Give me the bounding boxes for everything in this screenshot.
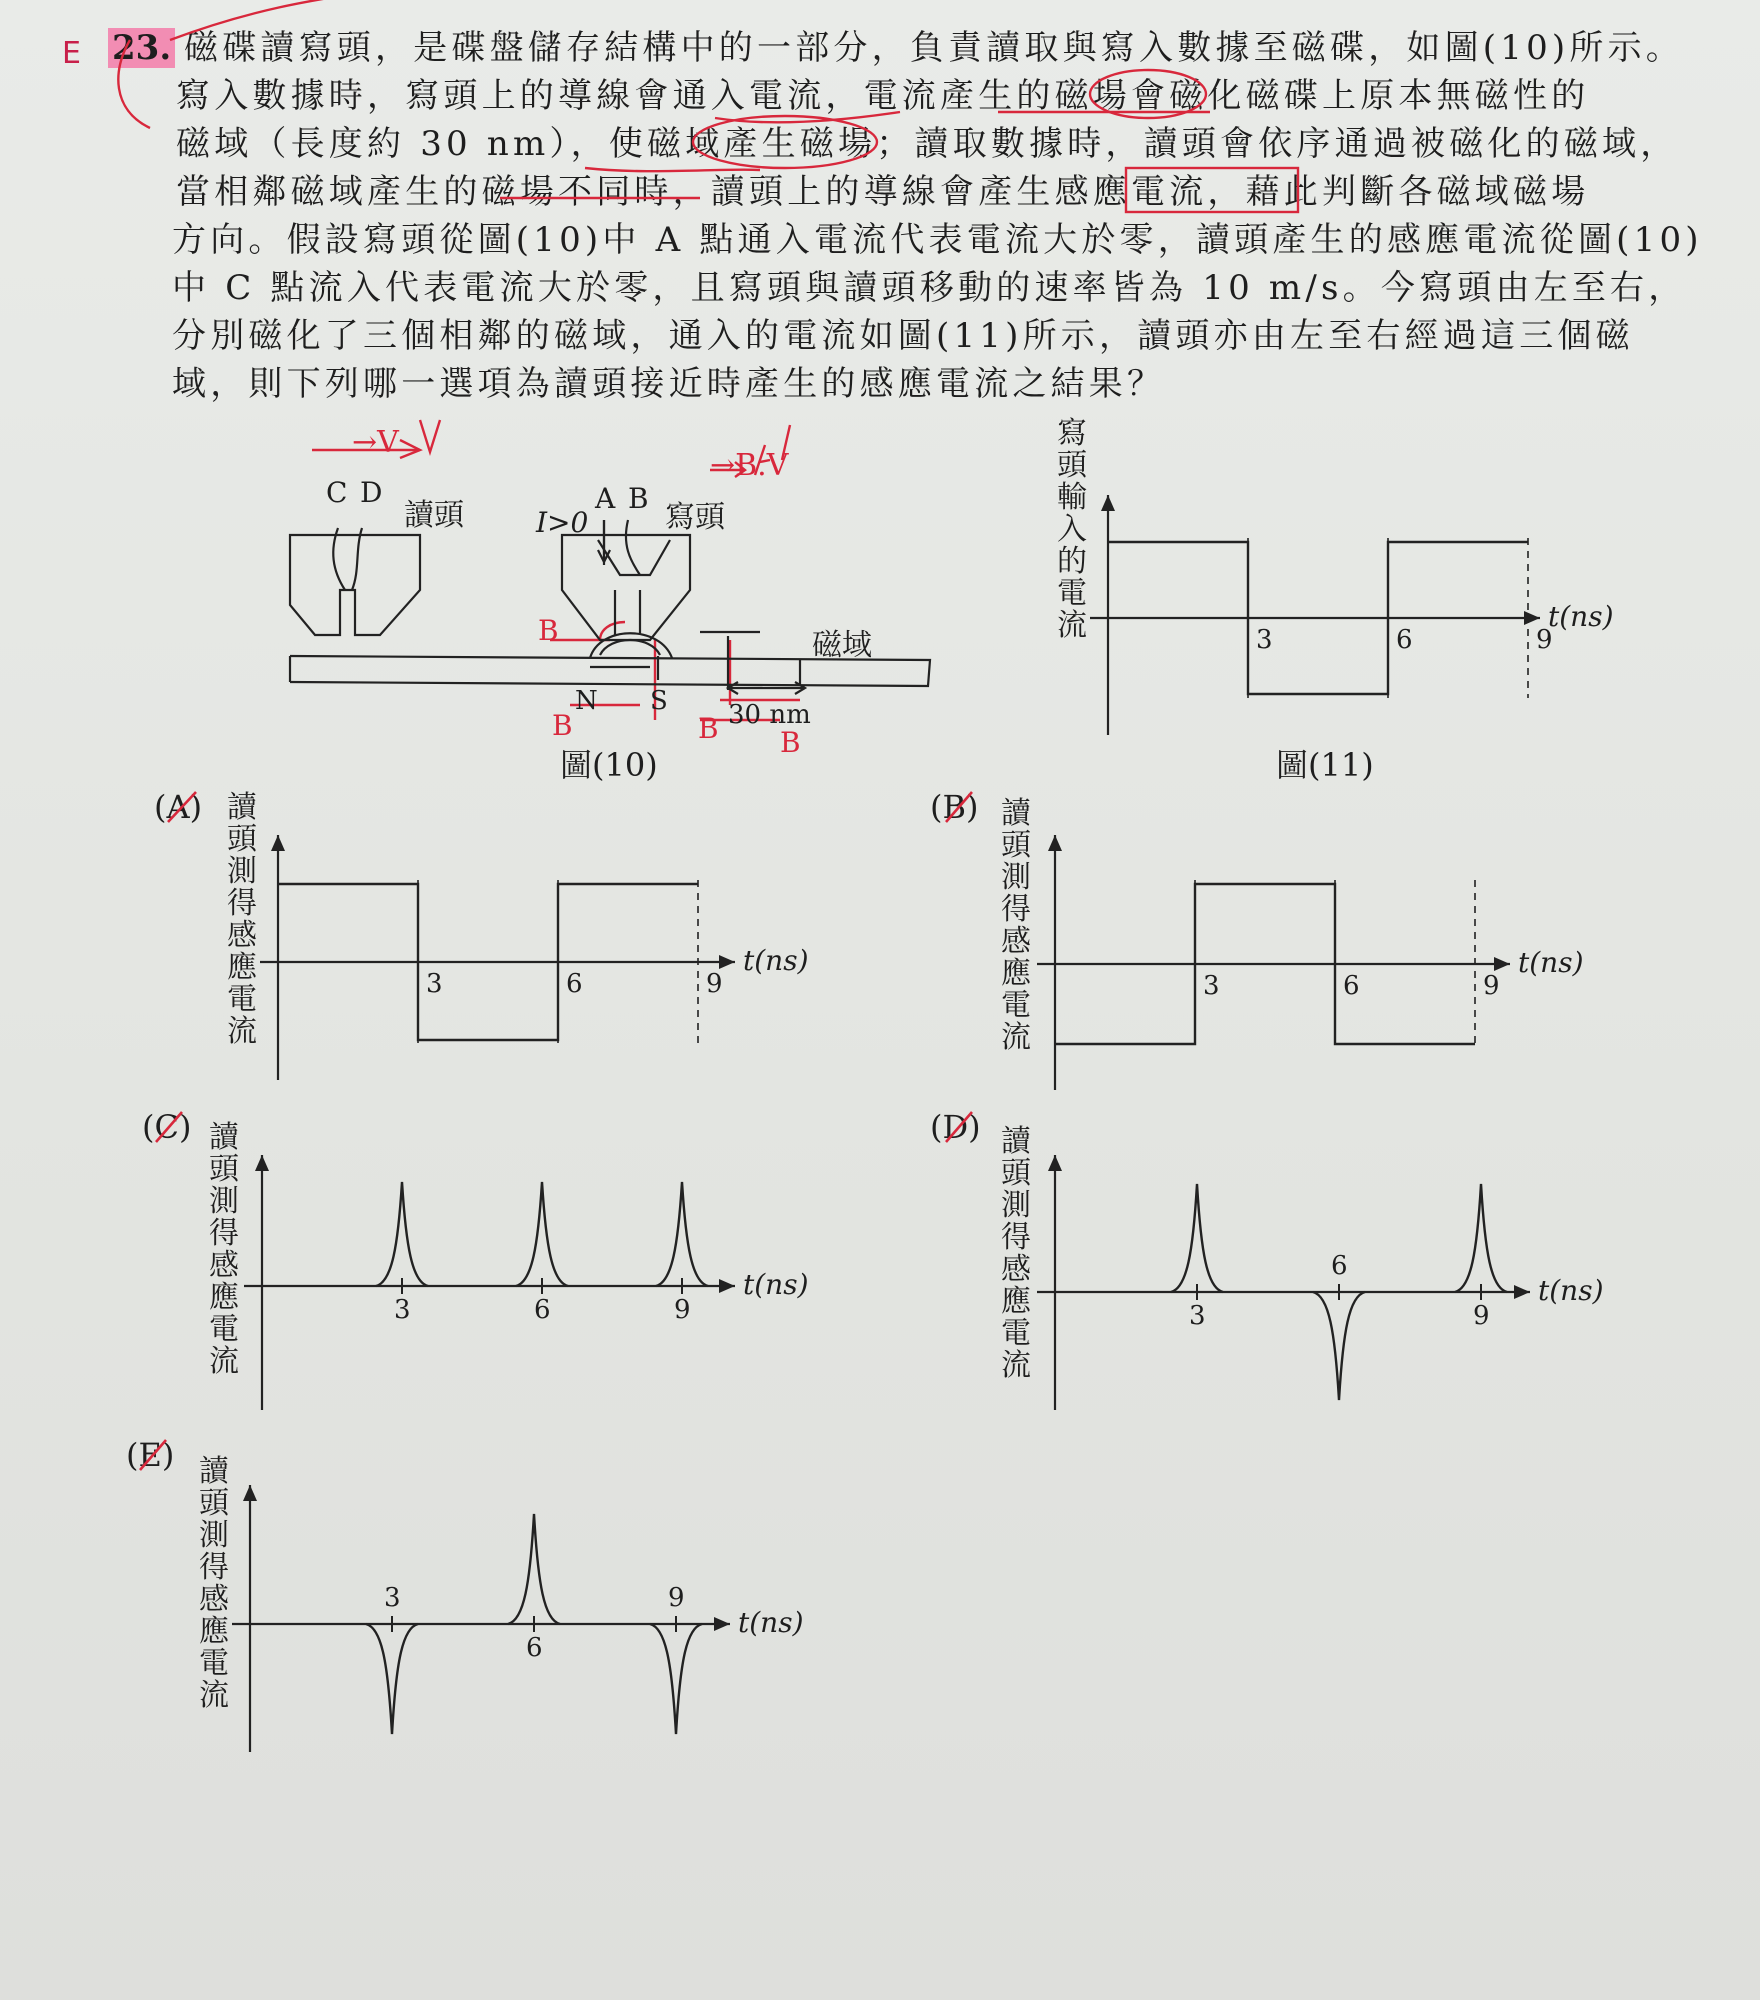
chart-fig11-y-arrow (1101, 495, 1115, 511)
chart-b-xlabel: t(ns) (1518, 946, 1584, 979)
question-line-8: 域，則下列哪一選項為讀頭接近時產生的感應電流之結果？ (172, 364, 1166, 404)
annotation-arrow-bv: →B.V (710, 448, 789, 483)
chart-a-xlabel: t(ns) (743, 944, 809, 977)
fig10-point-a: A (595, 482, 616, 515)
chart-c-tick-3: 3 (394, 1295, 411, 1325)
chart-e-spike-9 (650, 1624, 702, 1734)
b-mark-1: B (538, 614, 559, 647)
chart-d-tick-6: 6 (1331, 1251, 1348, 1281)
margin-mark: E (62, 36, 81, 71)
option-a-ylabel: 讀頭測得感應電流 (227, 790, 257, 1049)
chart-c-spike-3 (376, 1182, 428, 1286)
chart-c-xlabel: t(ns) (743, 1268, 809, 1301)
b-mark-2: B (552, 709, 573, 742)
chart-b-tick-3: 3 (1203, 971, 1220, 1001)
option-a-label[interactable]: (A) (154, 788, 203, 826)
chart-d-y-arrow (1048, 1155, 1062, 1171)
question-line-5: 方向。假設寫頭從圖(10)中 A 點通入電流代表電流大於零，讀頭產生的感應電流從圖(10) (172, 220, 1703, 260)
fig11-caption: 圖(11) (1276, 746, 1374, 784)
fig10-point-d: D (360, 476, 383, 509)
option-c-label[interactable]: (C) (142, 1108, 192, 1146)
fig10-pole-n: N (575, 686, 598, 716)
chart-e-tick-9: 9 (668, 1583, 685, 1613)
chart-a-y-arrow (271, 835, 285, 851)
option-d-ylabel: 讀頭測得感應電流 (1001, 1124, 1031, 1383)
question-line-2: 寫入數據時，寫頭上的導線會通入電流，電流產生的磁場會磁化磁碟上原本無磁性的 (176, 76, 1590, 116)
question-line-7: 分別磁化了三個相鄰的磁域，通入的電流如圖(11)所示，讀頭亦由左至右經過這三個磁 (172, 316, 1634, 356)
chart-c-spike-6 (516, 1182, 568, 1286)
fig10-point-c: C (326, 476, 348, 509)
chart-a-tick-6: 6 (566, 969, 583, 999)
question-line-1: 磁碟讀寫頭，是碟盤儲存結構中的一部分，負責讀取與寫入數據至磁碟，如圖(10)所示。 (184, 28, 1684, 68)
chart-a-tick-3: 3 (426, 969, 443, 999)
chart-a-x-arrow (719, 955, 735, 969)
option-e-label[interactable]: (E) (126, 1436, 175, 1474)
fig10-domain-label: 磁域 (812, 628, 872, 663)
option-d-label[interactable]: (D) (930, 1108, 981, 1146)
chart-c-x-arrow (719, 1279, 735, 1293)
chart-fig11-tick-9: 9 (1536, 625, 1553, 655)
fig10-write-head-label: 寫頭 (665, 500, 725, 535)
chart-e-xlabel: t(ns) (738, 1606, 804, 1639)
question-line-4: 當相鄰磁域產生的磁場不同時，讀頭上的導線會產生感應電流，藉此判斷各磁域磁場 (176, 172, 1590, 212)
annotation-arrow-v: →V (352, 425, 399, 460)
chart-fig11-xlabel: t(ns) (1548, 600, 1614, 633)
chart-d-spike-9 (1455, 1184, 1507, 1292)
chart-b-x-arrow (1494, 957, 1510, 971)
chart-fig11-x-arrow (1524, 611, 1540, 625)
chart-b-y-arrow (1048, 835, 1062, 851)
fig10-point-b: B (628, 482, 649, 515)
chart-d-tick-3: 3 (1189, 1301, 1206, 1331)
chart-a-tick-9: 9 (706, 969, 723, 999)
option-c-ylabel: 讀頭測得感應電流 (209, 1120, 239, 1379)
chart-b-tick-6: 6 (1343, 971, 1360, 1001)
chart-d-spike-3 (1171, 1184, 1223, 1292)
question-line-3: 磁域（長度約 30 nm），使磁域產生磁場；讀取數據時，讀頭會依序通過被磁化的磁域， (176, 124, 1679, 164)
fig10-caption: 圖(10) (560, 746, 658, 784)
question-line-6: 中 C 點流入代表電流大於零，且寫頭與讀頭移動的速率皆為 10 m/s。今寫頭由左至右， (172, 268, 1687, 308)
fig10-width-label: 30 nm (728, 700, 811, 730)
chart-e-spike-6 (508, 1514, 560, 1624)
chart-d-tick-9: 9 (1473, 1301, 1490, 1331)
b-mark-3: B (698, 712, 719, 745)
chart-fig11-tick-3: 3 (1256, 625, 1273, 655)
chart-c-spike-9 (656, 1182, 708, 1286)
option-b-label[interactable]: (B) (930, 788, 979, 826)
option-e-ylabel: 讀頭測得感應電流 (199, 1454, 229, 1713)
chart-e-tick-6: 6 (526, 1633, 543, 1663)
chart-c-tick-6: 6 (534, 1295, 551, 1325)
chart-fig11-tick-6: 6 (1396, 625, 1413, 655)
b-mark-4: B (780, 726, 801, 759)
chart-c-tick-9: 9 (674, 1295, 691, 1325)
chart-d-spike-6 (1313, 1292, 1365, 1400)
question-number-text: 23. (108, 28, 175, 68)
fig10-read-head-label: 讀頭 (404, 498, 464, 533)
chart-e-tick-3: 3 (384, 1583, 401, 1613)
fig11-ylabel: 寫頭輸入的電流 (1057, 416, 1087, 643)
chart-d-xlabel: t(ns) (1538, 1274, 1604, 1307)
chart-c-y-arrow (255, 1155, 269, 1171)
chart-d-x-arrow (1514, 1285, 1530, 1299)
fig10-pole-s: S (650, 686, 668, 716)
chart-e-spike-3 (366, 1624, 418, 1734)
chart-e-y-arrow (243, 1485, 257, 1501)
fig10-current-label: I>0 (536, 506, 589, 539)
chart-e-x-arrow (714, 1617, 730, 1631)
chart-b-tick-9: 9 (1483, 971, 1500, 1001)
option-b-ylabel: 讀頭測得感應電流 (1001, 796, 1031, 1055)
